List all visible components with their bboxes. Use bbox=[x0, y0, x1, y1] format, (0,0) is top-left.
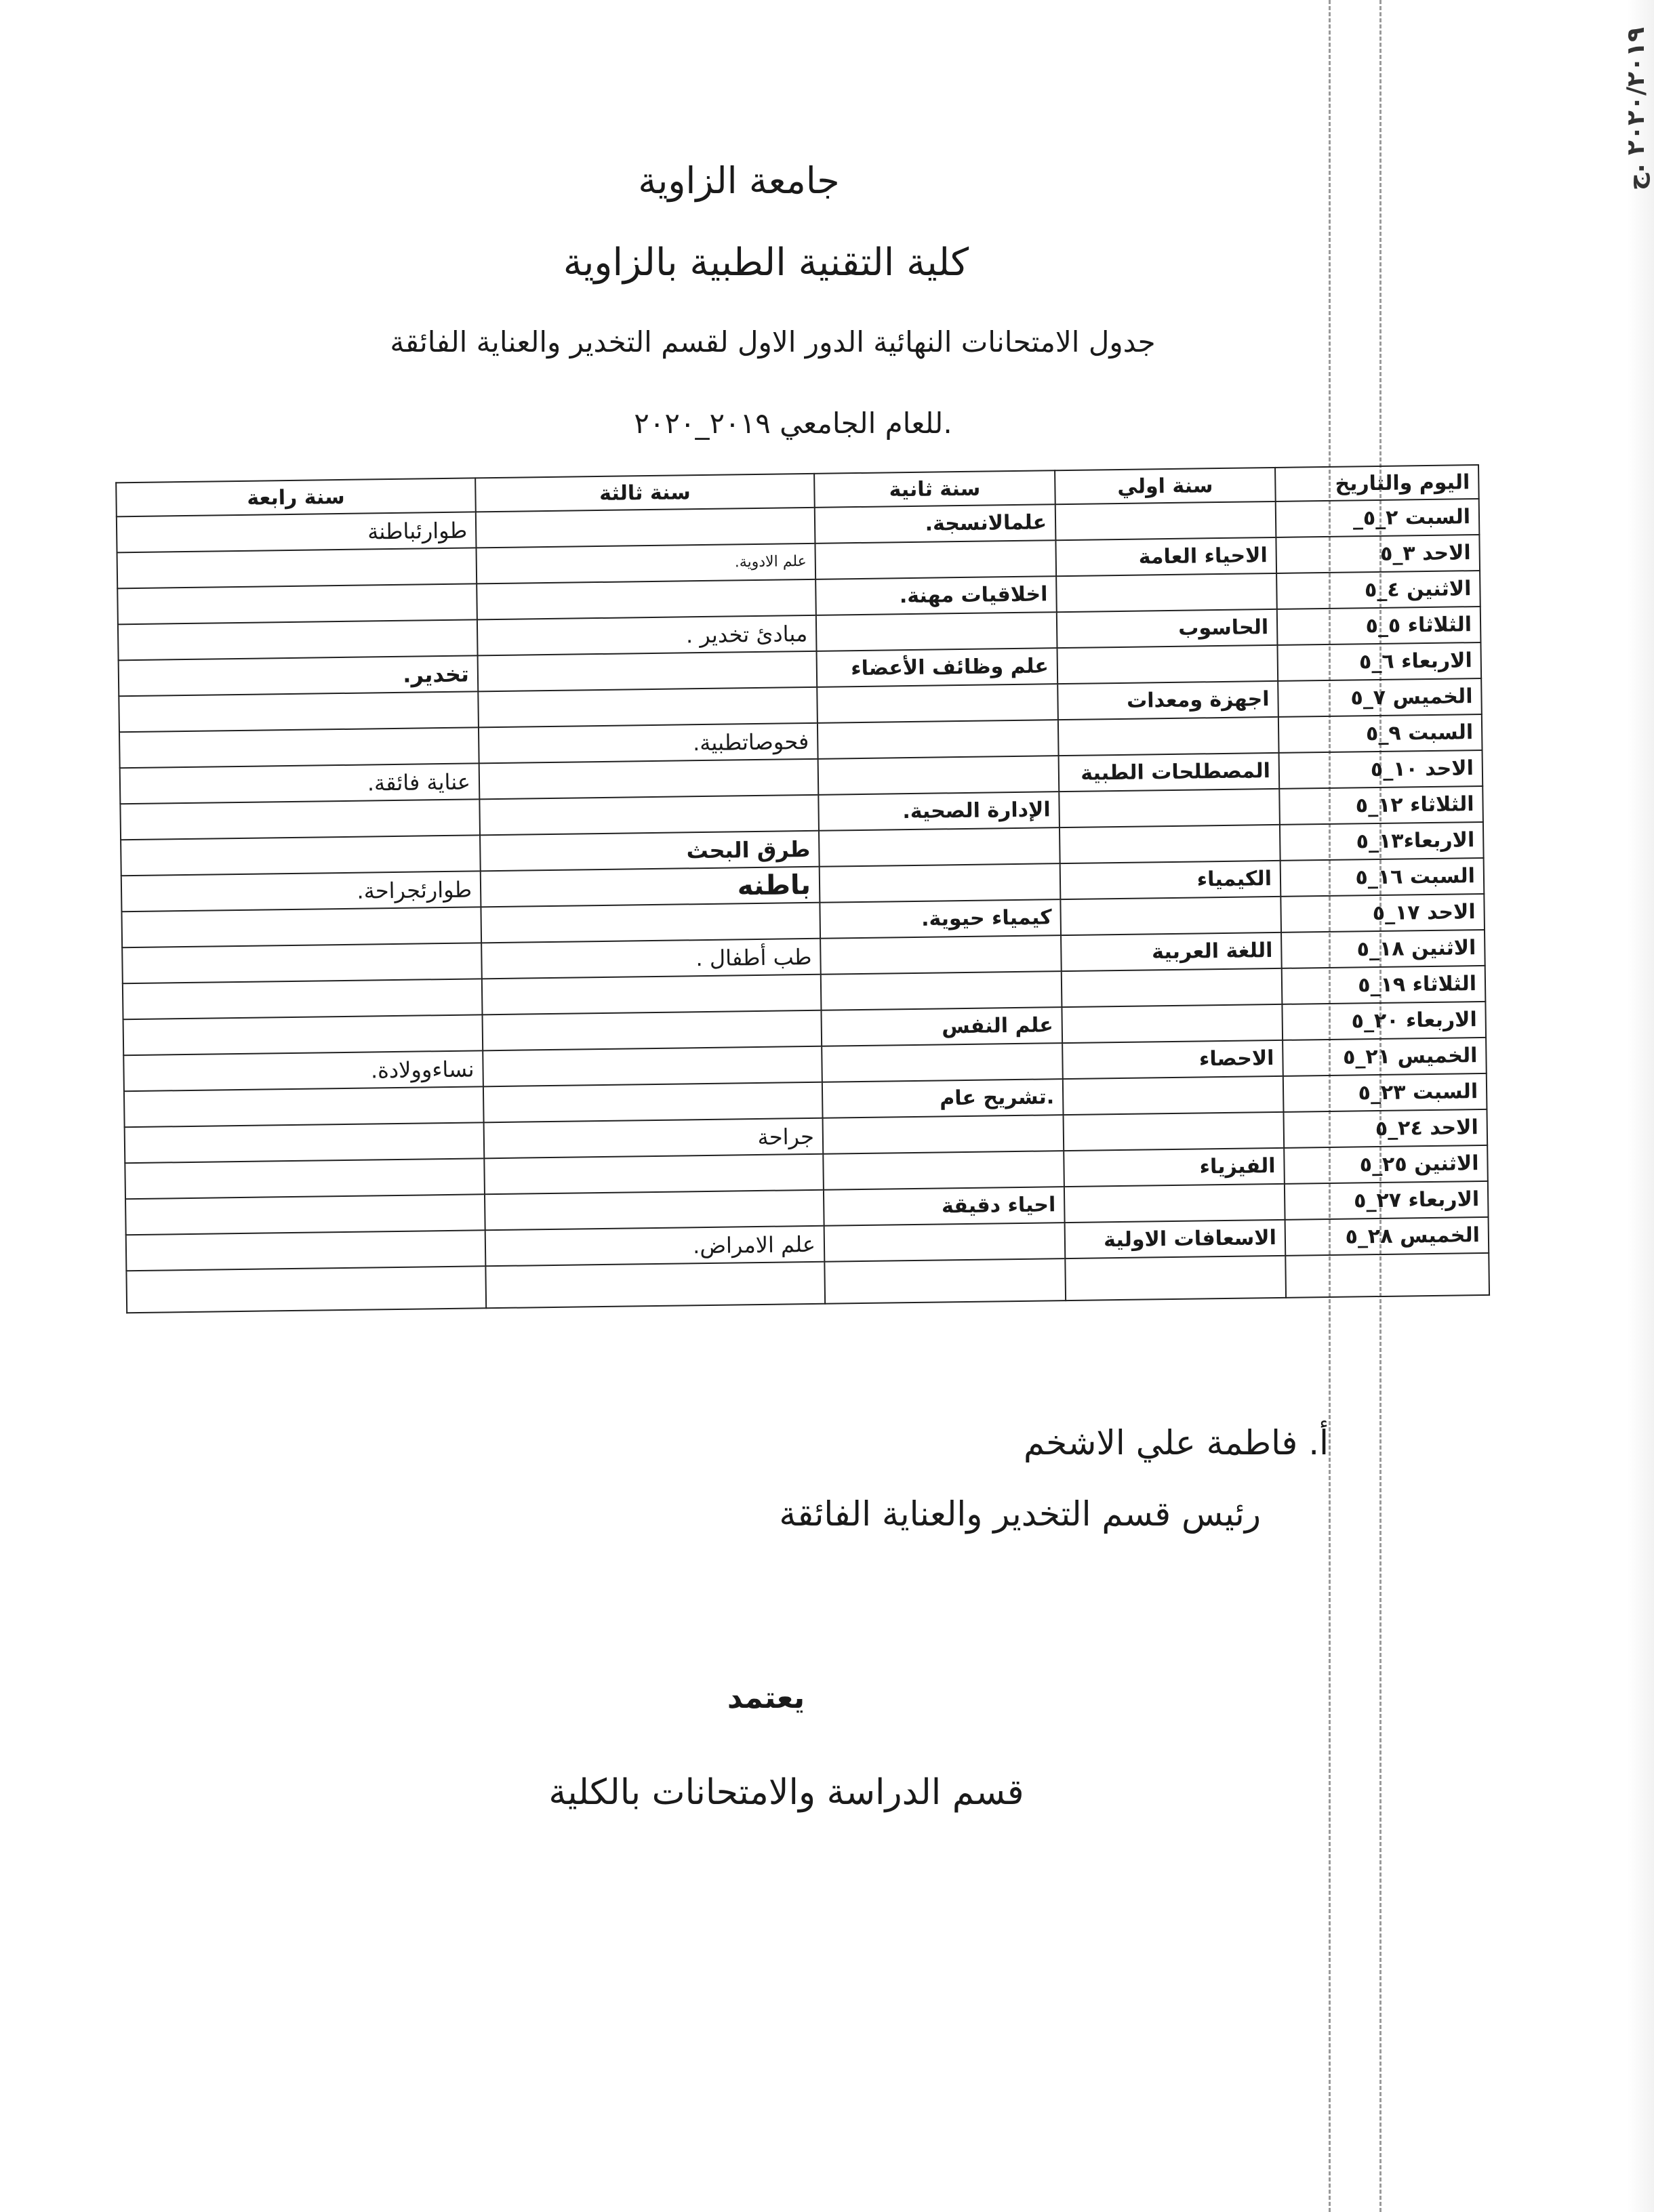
year-4-cell: طوارئجراحة. bbox=[121, 871, 481, 912]
year-1-cell: الفيزياء bbox=[1064, 1148, 1285, 1187]
year-4-cell bbox=[119, 727, 479, 768]
year-1-cell bbox=[1063, 1076, 1284, 1115]
year-3-cell: جراحة bbox=[484, 1118, 824, 1159]
year-3-cell: طب أطفال . bbox=[481, 939, 821, 979]
year-1-cell bbox=[1057, 645, 1278, 684]
approval-department: قسم الدراسة والامتحانات بالكلية bbox=[548, 1772, 1024, 1813]
year-4-cell: نساءوولادة. bbox=[123, 1050, 483, 1091]
year-2-cell bbox=[824, 1223, 1066, 1262]
year-3-cell bbox=[484, 1154, 824, 1195]
year-1-cell: الحاسوب bbox=[1057, 609, 1278, 648]
year-3-cell: باطنه bbox=[481, 867, 820, 907]
year-1-cell: الاحياء العامة bbox=[1055, 537, 1276, 576]
empty-cell bbox=[824, 1258, 1066, 1304]
exam-schedule-table bbox=[115, 464, 1490, 1313]
year-1-cell bbox=[1064, 1112, 1285, 1151]
scan-edge-shadow bbox=[1627, 0, 1654, 2212]
year-1-cell bbox=[1060, 897, 1281, 935]
year-3-cell bbox=[478, 651, 818, 692]
day-cell: السبت ٩_٥ bbox=[1278, 714, 1482, 753]
year-2-cell: علمالانسجة. bbox=[815, 504, 1056, 544]
year-1-cell bbox=[1060, 825, 1280, 863]
year-3-cell: علم الامراض. bbox=[485, 1226, 825, 1267]
year-1-cell bbox=[1062, 968, 1283, 1007]
year-2-cell bbox=[822, 1043, 1063, 1082]
day-cell: الاربعاء ٢٠_٥ bbox=[1282, 1002, 1486, 1040]
day-cell: الاربعاء ٢٧_٥ bbox=[1285, 1181, 1489, 1220]
year-4-cell bbox=[121, 907, 481, 947]
year-4-cell bbox=[125, 1194, 485, 1235]
year-3-cell bbox=[478, 687, 818, 728]
column-header-year-1: سنة اولي bbox=[1055, 468, 1276, 504]
approval-label: يعتمد bbox=[727, 1681, 805, 1715]
year-4-cell bbox=[123, 1015, 483, 1055]
year-3-cell: فحوصاتطبية. bbox=[479, 723, 818, 764]
column-header-year-3: سنة ثالثة bbox=[475, 474, 815, 512]
year-4-cell bbox=[119, 691, 479, 732]
year-4-cell bbox=[125, 1158, 485, 1199]
year-1-cell bbox=[1064, 1184, 1285, 1223]
margin-note: ٢٠٢٠/٢٠١٩ .ج bbox=[1622, 27, 1650, 191]
signatory-role: رئيس قسم التخدير والعناية الفائقة bbox=[779, 1494, 1261, 1534]
year-2-cell bbox=[820, 935, 1062, 975]
year-2-cell bbox=[818, 720, 1059, 759]
year-3-cell bbox=[479, 795, 819, 836]
year-2-cell bbox=[820, 863, 1061, 903]
year-1-cell: الاسعافات الاولية bbox=[1065, 1220, 1286, 1258]
empty-cell bbox=[1065, 1256, 1286, 1300]
empty-cell bbox=[1285, 1253, 1489, 1298]
year-4-cell bbox=[120, 799, 480, 840]
year-2-cell: .تشريح عام bbox=[822, 1079, 1064, 1118]
year-1-cell: الكيمياء bbox=[1060, 861, 1281, 899]
year-4-cell: تخدير. bbox=[119, 655, 479, 696]
year-3-cell: طرق البحث bbox=[480, 831, 820, 872]
day-cell: الثلاثاء ١٩_٥ bbox=[1282, 966, 1486, 1004]
university-name: جامعة الزاوية bbox=[638, 159, 840, 202]
year-4-cell bbox=[125, 1122, 485, 1163]
day-cell: السبت ٢٣_٥ bbox=[1283, 1073, 1487, 1112]
day-cell: الاثنين ١٨_٥ bbox=[1281, 930, 1485, 968]
schedule-title: جدول الامتحانات النهائية الدور الاول لقسم التخدير والعناية الفائقة bbox=[390, 325, 1156, 359]
year-3-cell bbox=[482, 975, 822, 1015]
year-2-cell: اخلاقيات مهنة. bbox=[815, 576, 1057, 615]
column-header-day: اليوم والتاريخ bbox=[1275, 465, 1479, 501]
year-2-cell: كيمياء حيوية. bbox=[820, 899, 1061, 939]
year-1-cell: المصطلحات الطبية bbox=[1059, 753, 1280, 792]
day-cell: الخميس ٢١_٥ bbox=[1283, 1038, 1487, 1076]
year-4-cell bbox=[117, 583, 477, 624]
year-1-cell bbox=[1056, 573, 1277, 612]
year-3-cell bbox=[479, 759, 819, 800]
year-2-cell: الإدارة الصحية. bbox=[818, 792, 1060, 831]
year-3-cell bbox=[483, 1082, 823, 1123]
year-2-cell: علم النفس bbox=[821, 1007, 1062, 1046]
day-cell: الخميس ٢٨_٥ bbox=[1285, 1217, 1489, 1256]
year-2-cell bbox=[815, 540, 1056, 579]
year-4-cell bbox=[124, 1086, 484, 1127]
empty-cell bbox=[126, 1266, 486, 1313]
year-1-cell: الاحصاء bbox=[1062, 1040, 1283, 1079]
academic-year: .للعام الجامعي ٢٠١٩_٢٠٢٠ bbox=[634, 407, 952, 440]
day-cell: الاحد ٢٤_٥ bbox=[1283, 1109, 1487, 1148]
day-cell: الاحد ١٧_٥ bbox=[1280, 894, 1485, 933]
year-4-cell bbox=[121, 835, 481, 876]
year-4-cell: عناية فائقة. bbox=[120, 763, 480, 804]
year-2-cell bbox=[823, 1151, 1064, 1190]
year-3-cell bbox=[483, 1046, 822, 1087]
year-2-cell bbox=[816, 612, 1057, 651]
year-1-cell: اجهزة ومعدات bbox=[1057, 681, 1278, 720]
column-header-year-2: سنة ثانية bbox=[814, 470, 1055, 508]
year-2-cell bbox=[817, 684, 1058, 723]
year-4-cell: طوارئباطنة bbox=[117, 512, 477, 552]
day-cell: الخميس ٧_٥ bbox=[1278, 678, 1482, 717]
year-2-cell: علم وظائف الأعضاء bbox=[817, 648, 1058, 687]
day-cell: الاثنين ٤_٥ bbox=[1276, 571, 1480, 609]
year-1-cell bbox=[1062, 1004, 1283, 1043]
year-3-cell bbox=[481, 903, 820, 943]
year-4-cell bbox=[123, 979, 483, 1019]
year-4-cell bbox=[118, 619, 478, 660]
day-cell: الثلاثاء ٥_٥ bbox=[1277, 607, 1481, 645]
day-cell: السبت ١٦_٥ bbox=[1280, 858, 1485, 897]
year-1-cell: اللغة العربية bbox=[1061, 933, 1282, 971]
year-3-cell bbox=[477, 579, 816, 620]
column-header-year-4: سنة رابعة bbox=[116, 478, 476, 516]
day-cell: الاربعاء١٣_٥ bbox=[1280, 822, 1484, 861]
year-2-cell: احياء دقيقة bbox=[824, 1187, 1065, 1226]
day-cell: الاثنين ٢٥_٥ bbox=[1284, 1145, 1488, 1184]
year-3-cell bbox=[476, 508, 815, 548]
empty-cell bbox=[485, 1262, 825, 1309]
college-name: كلية التقنية الطبية بالزاوية bbox=[563, 241, 969, 285]
day-cell: السبت ٢_٥_ bbox=[1276, 499, 1480, 537]
year-3-cell: مبادئ تخدير . bbox=[477, 615, 817, 656]
year-3-cell: علم الادوية. bbox=[476, 544, 815, 584]
day-cell: الثلاثاء ١٢_٥ bbox=[1279, 786, 1483, 825]
year-3-cell bbox=[485, 1190, 824, 1231]
year-2-cell bbox=[818, 756, 1060, 795]
year-1-cell bbox=[1055, 501, 1276, 540]
day-cell: الاربعاء ٦_٥ bbox=[1277, 642, 1481, 681]
year-2-cell bbox=[819, 827, 1060, 867]
year-2-cell bbox=[823, 1115, 1064, 1154]
year-4-cell bbox=[122, 943, 482, 983]
year-1-cell bbox=[1058, 717, 1279, 756]
year-4-cell bbox=[117, 548, 477, 588]
year-2-cell bbox=[821, 971, 1062, 1010]
year-1-cell bbox=[1059, 789, 1280, 827]
year-3-cell bbox=[483, 1010, 822, 1051]
day-cell: الاحد ١٠_٥ bbox=[1279, 750, 1483, 789]
day-cell: الاحد ٣_٥ bbox=[1276, 535, 1480, 573]
year-4-cell bbox=[126, 1230, 486, 1271]
signatory-name: أ. فاطمة علي الاشخم bbox=[1023, 1423, 1329, 1462]
